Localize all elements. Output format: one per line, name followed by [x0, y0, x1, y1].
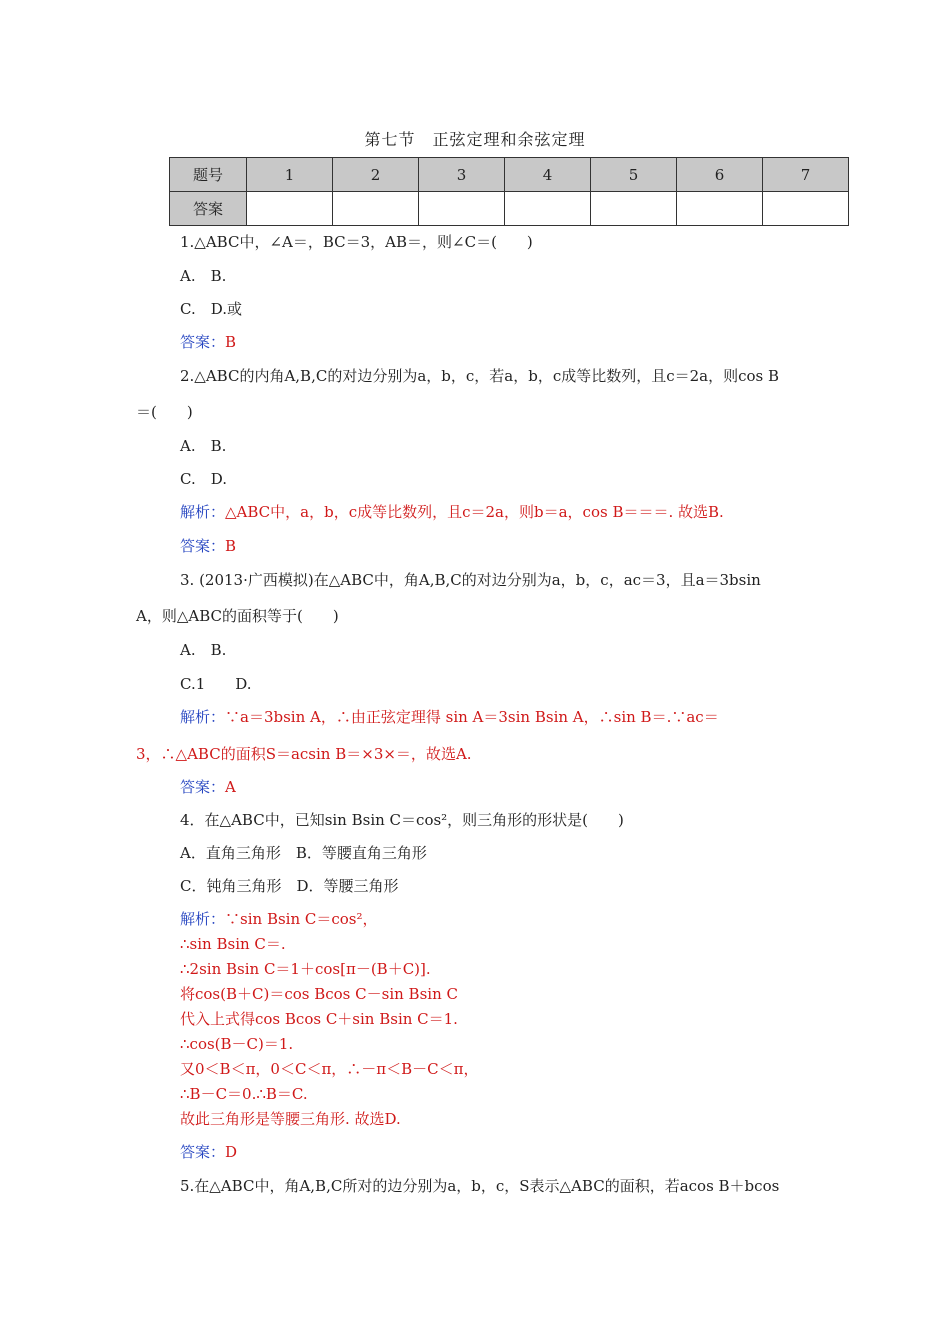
q4-options-ab: A．直角三角形 B．等腰直角三角形 — [180, 844, 427, 862]
question-number-cell: 3 — [419, 158, 505, 192]
q4-solution-line4: 将cos(B＋C)＝cos Bcos C－sin Bsin C — [180, 985, 458, 1003]
q3-answer — [180, 777, 236, 797]
q3-stem-line1: 3. (2013·广西模拟)在△ABC中，角A,B,C的对边分别为a，b，c，ac＝3，且a＝3bsin — [180, 571, 761, 589]
solution-text: ∵sin Bsin C＝cos²， — [225, 910, 378, 928]
q3-options-cd: C.1 D. — [180, 675, 252, 693]
solution-label: 解析： — [180, 910, 226, 928]
row-label-number: 题号 — [170, 158, 247, 192]
answer-grid-header-row — [170, 158, 849, 192]
answer-value: D — [225, 1143, 238, 1161]
solution-text: △ABC中，a，b，c成等比数列，且c＝2a，则b＝a，cos B＝＝＝. 故选B. — [225, 503, 724, 521]
q2-stem-line1: 2.△ABC的内角A,B,C的对边分别为a，b，c，若a，b，c成等比数列，且c＝2a，则cos B — [180, 367, 780, 385]
q3-solution-line1 — [180, 707, 719, 727]
question-number-cell: 5 — [591, 158, 677, 192]
q3-solution-line2: 3，∴△ABC的面积S＝acsin B＝×3×＝，故选A. — [136, 745, 472, 763]
q4-answer — [180, 1142, 237, 1162]
answer-cell — [505, 192, 591, 226]
q3-stem-line2: A，则△ABC的面积等于( ) — [136, 607, 339, 625]
q2-stem-line2: ＝( ) — [136, 403, 193, 421]
q5-stem: 5.在△ABC中，角A,B,C所对的边分别为a，b，c，S表示△ABC的面积，若acos B＋bcos — [180, 1177, 780, 1195]
q4-options-cd: C．钝角三角形 D．等腰三角形 — [180, 877, 399, 895]
question-number-cell: 1 — [247, 158, 333, 192]
q4-stem: 4．在△ABC中，已知sin Bsin C＝cos²，则三角形的形状是( ) — [180, 811, 624, 829]
q4-solution-line8: ∴B－C＝0.∴B＝C. — [180, 1085, 308, 1103]
q3-options-ab: A. B. — [180, 641, 227, 659]
answer-value: B — [225, 537, 237, 555]
q2-solution — [180, 502, 724, 522]
question-number-cell: 2 — [333, 158, 419, 192]
q4-solution-line6: ∴cos(B－C)＝1. — [180, 1035, 294, 1053]
q4-solution-line5: 代入上式得cos Bcos C＋sin Bsin C＝1. — [180, 1010, 458, 1028]
question-number-cell: 4 — [505, 158, 591, 192]
answer-cell — [591, 192, 677, 226]
answer-label: 答案： — [180, 778, 226, 796]
answer-label: 答案： — [180, 537, 226, 555]
q4-solution-line7: 又0＜B＜π，0＜C＜π，∴－π＜B－C＜π， — [180, 1060, 479, 1078]
solution-text: ∵a＝3bsin A，∴由正弦定理得 sin A＝3sin Bsin A，∴sin B＝.∵ac＝ — [225, 708, 719, 726]
answer-cell — [247, 192, 333, 226]
q1-answer — [180, 332, 236, 352]
answer-grid — [169, 157, 849, 226]
answer-cell — [677, 192, 763, 226]
q4-solution-line3: ∴2sin Bsin C＝1＋cos[π－(B＋C)]. — [180, 960, 431, 978]
q4-solution-line9: 故此三角形是等腰三角形. 故选D. — [180, 1110, 401, 1128]
q2-options-cd: C. D. — [180, 470, 227, 488]
answer-grid-answer-row — [170, 192, 849, 226]
answer-cell — [763, 192, 849, 226]
question-number-cell: 7 — [763, 158, 849, 192]
answer-cell — [333, 192, 419, 226]
q1-options-cd: C. D.或 — [180, 300, 242, 318]
solution-label: 解析： — [180, 708, 226, 726]
answer-cell — [419, 192, 505, 226]
answer-label: 答案： — [180, 333, 226, 351]
q2-answer — [180, 536, 236, 556]
q4-solution-line1 — [180, 909, 378, 929]
row-label-answer: 答案 — [170, 192, 247, 226]
q1-options-ab: A. B. — [180, 267, 227, 285]
q1-stem: 1.△ABC中，∠A＝，BC＝3，AB＝，则∠C＝( ) — [180, 233, 533, 251]
answer-label: 答案： — [180, 1143, 226, 1161]
q2-options-ab: A. B. — [180, 437, 227, 455]
answer-value: B — [225, 333, 237, 351]
page-title: 第七节 正弦定理和余弦定理 — [364, 130, 586, 149]
solution-label: 解析： — [180, 503, 226, 521]
answer-value: A — [225, 778, 236, 796]
question-number-cell: 6 — [677, 158, 763, 192]
q4-solution-line2: ∴sin Bsin C＝. — [180, 935, 286, 953]
